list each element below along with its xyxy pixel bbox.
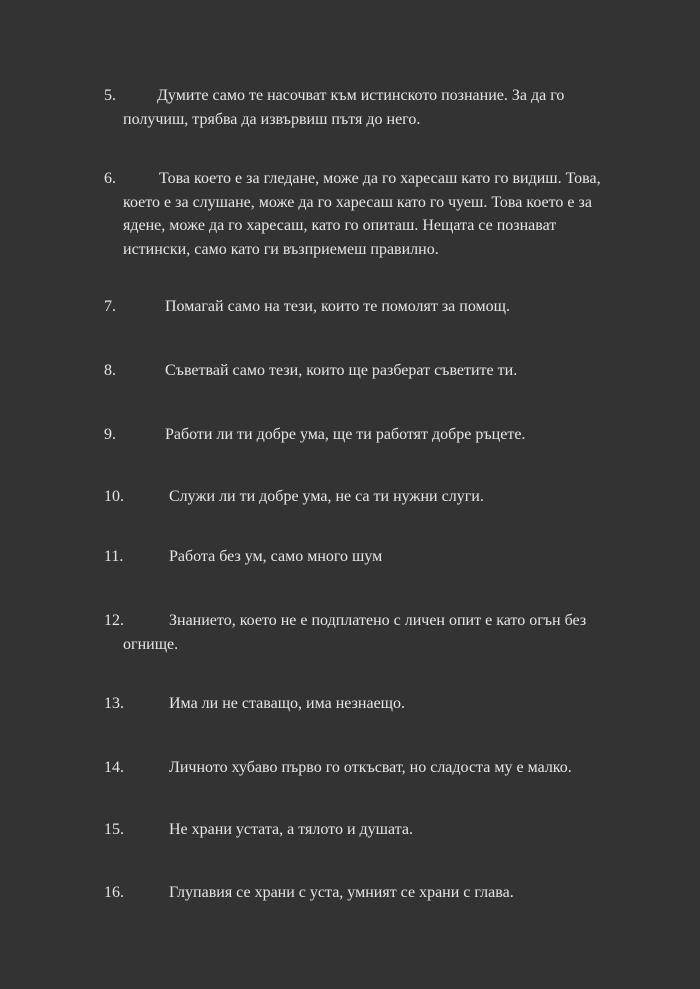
item-text: Глупавия се храни с уста, умният се храни с глава. [169, 884, 514, 901]
item-number: 6. [104, 170, 116, 187]
item-text: Съветвай само тези, които ще разберат съветите ти. [165, 362, 518, 379]
item-number: 9. [104, 426, 116, 443]
list-item [104, 818, 624, 842]
item-number: 5. [104, 87, 116, 104]
list-item [104, 881, 624, 905]
list-item [104, 423, 624, 447]
list-item [104, 359, 624, 383]
list-item [104, 84, 624, 131]
list-item [104, 692, 624, 716]
list-item [104, 609, 624, 656]
list-item [104, 167, 624, 261]
list-item [104, 295, 624, 319]
item-text: Помагай само на тези, които те помолят за помощ. [165, 298, 510, 315]
item-number: 12. [104, 612, 124, 629]
list-item [104, 756, 624, 780]
item-text: Има ли не ставащо, има незнаещо. [169, 695, 405, 712]
item-text: Работи ли ти добре ума, ще ти работят добре ръцете. [165, 426, 526, 443]
item-text: Това което е за гледане, може да го харесаш като го видиш. Това, което е за слушане, може да го харесаш като го чуеш. Това което е за ядене, може да го харесаш, като го опиташ. Нещата се познават истински, само като ги възприемеш правилно. [123, 170, 601, 258]
item-number: 10. [104, 488, 124, 505]
item-number: 11. [104, 548, 124, 565]
item-number: 7. [104, 298, 116, 315]
item-number: 8. [104, 362, 116, 379]
item-text: Знанието, което не е подплатено с личен опит е като огън без огнище. [123, 612, 587, 653]
item-number: 13. [104, 695, 124, 712]
list-item [104, 485, 624, 509]
item-text: Не храни устата, а тялото и душата. [169, 821, 413, 838]
list-item [104, 545, 624, 569]
item-text: Работа без ум, само много шум [169, 548, 383, 565]
item-number: 14. [104, 759, 124, 776]
item-number: 16. [104, 884, 124, 901]
item-text: Думите само те насочват към истинското познание. За да го получиш, трябва да извървиш пътя до него. [123, 87, 565, 128]
item-text: Личното хубаво първо го откъсват, но сладоста му е малко. [169, 759, 572, 776]
item-number: 15. [104, 821, 124, 838]
item-text: Служи ли ти добре ума, не са ти нужни слуги. [169, 488, 484, 505]
